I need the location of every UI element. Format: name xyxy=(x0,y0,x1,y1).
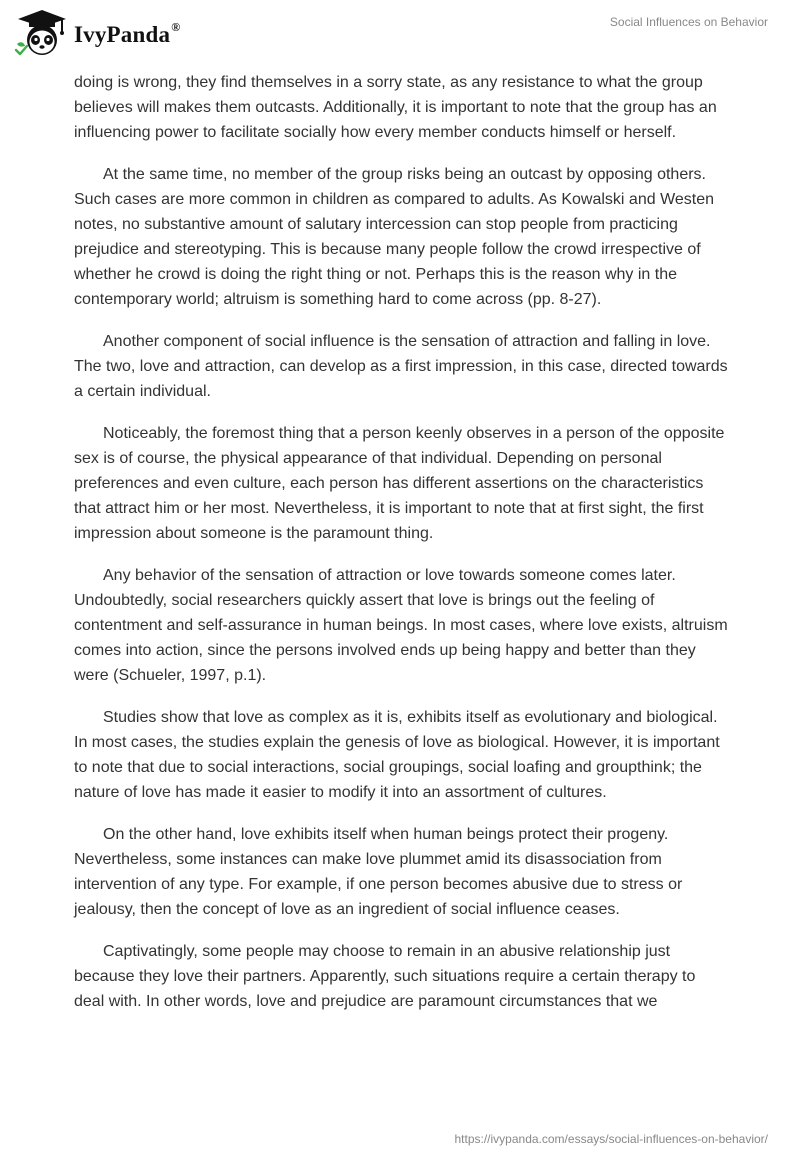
paragraph-1: doing is wrong, they find themselves in a sorry state, as any resistance to what the group believes will makes them outcasts. Additionally, it is important to note that the group has an influencing power to facilitate socially how every member conducts himself or herself. xyxy=(74,74,717,141)
paragraph-7: On the other hand, love exhibits itself when human beings protect their progeny. Nevertheless, some instances can make love plummet amid its disassociation from intervention of any type. For example, if one person becomes abusive due to stress or jealousy, then the concept of love as an ingredient of social influence ceases. xyxy=(74,826,683,918)
page-header xyxy=(0,0,800,70)
paragraph-6: Studies show that love as complex as it is, exhibits itself as evolutionary and biological. In most cases, the studies explain the genesis of love as biological. However, it is important to note that due to social interactions, social groupings, social loafing and groupthink; the nature of love has made it easier to modify it into an assortment of cultures. xyxy=(74,709,720,801)
running-title: Social Influences on Behavior xyxy=(609,15,768,29)
logo-wordmark: IvyPanda® xyxy=(74,20,181,47)
paragraph-4: Noticeably, the foremost thing that a person keenly observes in a person of the opposite sex is of course, the physical appearance of that individual. Depending on personal preferences and even culture, each person has different assertions on the characteristics that attract him or her most. Nevertheless, it is important to note that at first sight, the first impression about someone is the paramount thing. xyxy=(74,425,725,542)
panda-graduate-icon xyxy=(14,8,70,58)
ivypanda-logo[interactable] xyxy=(14,8,180,58)
source-url-link[interactable]: https://ivypanda.com/essays/social-influences-on-behavior/ xyxy=(454,1132,768,1146)
paragraph-2: At the same time, no member of the group risks being an outcast by opposing others. Such cases are more common in children as compared to adults. As Kowalski and Westen notes, no substantive amount of salutary intercession can stop people from practicing prejudice and stereotyping. This is because many people follow the crowd irrespective of whether he crowd is doing the right thing or not. Perhaps this is the reason why in the contemporary world; altruism is something hard to come across (pp. 8-27). xyxy=(74,166,715,308)
paragraph-3: Another component of social influence is the sensation of attraction and falling in love. The two, love and attraction, can develop as a first impression, in this case, directed towards a certain individual. xyxy=(74,333,728,400)
paragraph-5: Any behavior of the sensation of attraction or love towards someone comes later. Undoubtedly, social researchers quickly assert that love is brings out the feeling of contentment and self-assurance in human beings. In most cases, where love exists, altruism comes into action, since the persons involved ends up being happy and better than they were (Schueler, 1997, p.1). xyxy=(74,567,728,684)
essay-body xyxy=(74,70,730,1031)
paragraph-8: Captivatingly, some people may choose to remain in an abusive relationship just because they love their partners. Apparently, such situations require a certain therapy to deal with. In other words, love and prejudice are paramount circumstances that we xyxy=(74,943,696,1010)
